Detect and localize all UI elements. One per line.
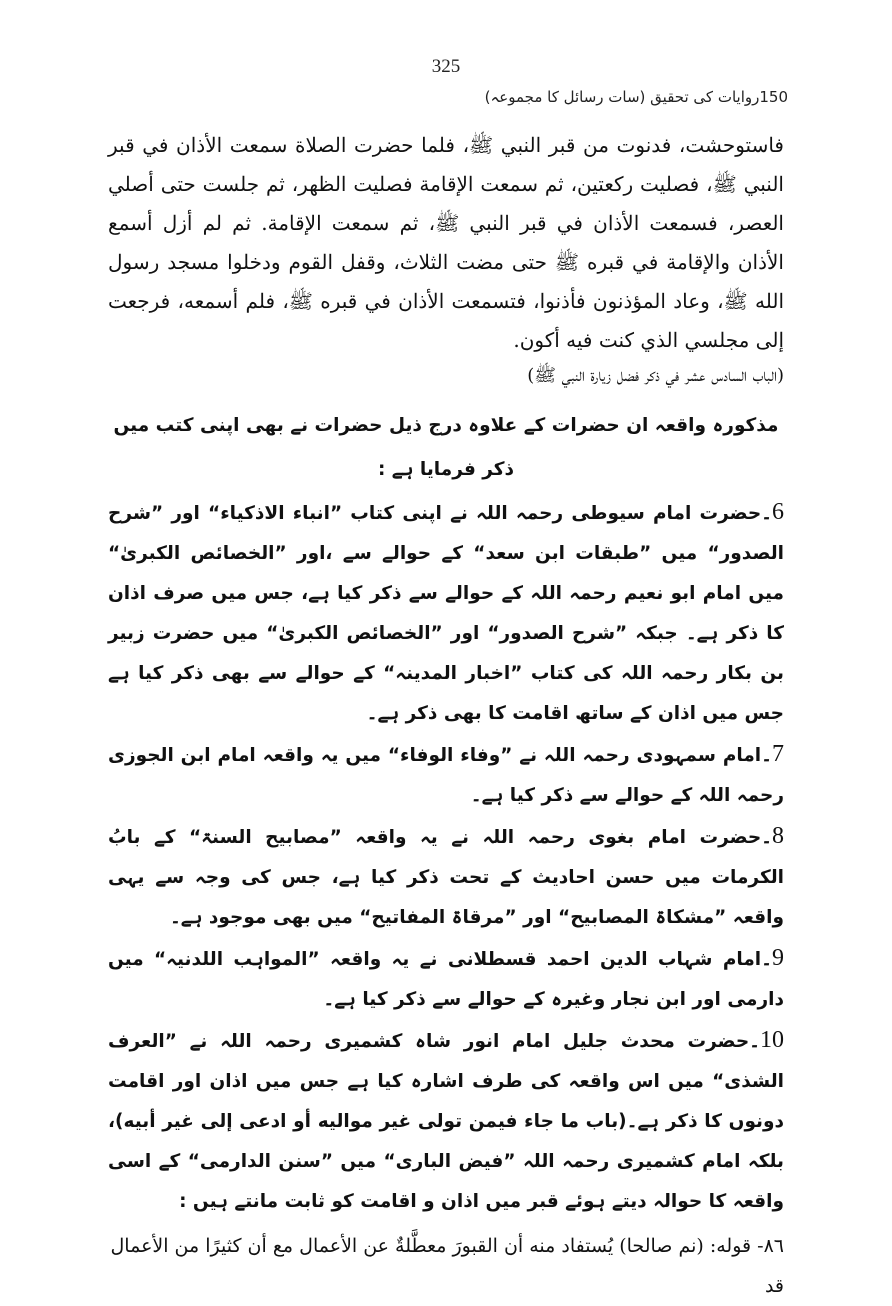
list-item-7 — [108, 734, 784, 816]
item-text: ۔حضرت محدث جلیل امام انور شاہ کشمیری رحمہ اللہ نے ”العرف الشذی“ میں اس واقعہ کی طرف اشارہ کیا ہے جس میں اذان اور اقامت دونوں کا ذکر ہے۔(باب ما جاء فيمن تولى غير مواليه أو ادعى إلى غير أبيه)، بلکہ امام کشمیری رحمہ اللہ ”فیض الباری“ میں ”سنن الدارمی“ کے اسی واقعہ کا حوالہ دیتے ہوئے قبر میں اذان و اقامت کو ثابت مانتے ہیں : — [108, 1031, 784, 1212]
item-text: ۔حضرت امام بغوی رحمہ اللہ نے یہ واقعہ ”مصابیح السنۃ“ کے بابُ الکرمات میں حسن احادیث کے تحت ذکر کیا ہے، جس کی وجہ سے یہی واقعہ ”مشکاۃ المصابیح“ اور ”مرقاۃ المفاتیح“ میں بھی موجود ہے۔ — [108, 827, 784, 928]
arabic-quotation: فاستوحشت، فدنوت من قبر النبي ﷺ، فلما حضرت الصلاة سمعت الأذان في قبر النبي ﷺ، فصليت ركعتين، ثم سمعت الإقامة فصليت الظهر، ثم جلست حتى أصلي العصر، فسمعت الأذان في قبر النبي ﷺ، ثم سمعت الإقامة. ثم لم أزل أسمع الأذان والإقامة في قبره ﷺ حتى مضت الثلاث، وقفل القوم ودخلوا مسجد رسول الله ﷺ، وعاد المؤذنون فأذنوا، فتسمعت الأذان في قبره ﷺ، فلم أسمعه، فرجعت إلى مجلسي الذي كنت فيه أكون. — [108, 133, 784, 352]
item-number: 10 — [760, 1027, 784, 1053]
item-text: ۔امام شہاب الدین احمد قسطلانی نے یہ واقعہ ”المواہب اللدنیہ“ میں دارمی اور ابن نجار وغیرہ کے حوالے سے ذکر کیا ہے۔ — [108, 949, 784, 1010]
item-text: ۔حضرت امام سیوطی رحمہ اللہ نے اپنی کتاب ”انباء الاذکیاء“ اور ”شرح الصدور“ میں ”طبقات ابن سعد“ کے حوالے سے ،اور ”الخصائص الکبریٰ“ میں امام ابو نعیم رحمہ اللہ کے حوالے سے ذکر کیا ہے، جس میں صرف اذان کا ذکر ہے۔ جبکہ ”شرح الصدور“ اور ”الخصائص الکبریٰ“ میں حضرت زبیر بن بکار رحمہ اللہ کی کتاب ”اخبار المدینہ“ کے حوالے سے بھی ذکر کیا ہے جس میں اذان کے ساتھ اقامت کا بھی ذکر ہے۔ — [108, 503, 784, 724]
list-item-10 — [108, 1020, 784, 1222]
list-item-8 — [108, 816, 784, 938]
arabic-footnote-excerpt: ٨٦- قوله: (نم صالحا) يُستفاد منه أن القبورَ معطَّلةٌ عن الأعمال مع أن كثيرًا من الأعمال قد — [110, 1235, 784, 1297]
item-number: 8 — [772, 823, 784, 849]
page-body — [108, 126, 784, 1306]
running-header: 150روایات کی تحقیق (سات رسائل کا مجموعہ) — [484, 88, 788, 106]
list-item-6 — [108, 492, 784, 734]
item-text: ۔امام سمہودی رحمہ اللہ نے ”وفاء الوفاء“ میں یہ واقعہ امام ابن الجوزی رحمہ اللہ کے حوالے سے ذکر کیا ہے۔ — [108, 745, 784, 806]
item-number: 7 — [772, 741, 784, 767]
source-reference: (الباب السادس عشر في ذكر فضل زيارة النبي ﷺ) — [527, 365, 784, 386]
item-number: 6 — [772, 499, 784, 525]
page-number: 325 — [431, 56, 461, 77]
item-number: 9 — [772, 945, 784, 971]
list-item-9 — [108, 938, 784, 1020]
section-intro: مذکورہ واقعہ ان حضرات کے علاوہ درج ذیل حضرات نے بھی اپنی کتب میں ذکر فرمایا ہے : — [113, 415, 779, 480]
